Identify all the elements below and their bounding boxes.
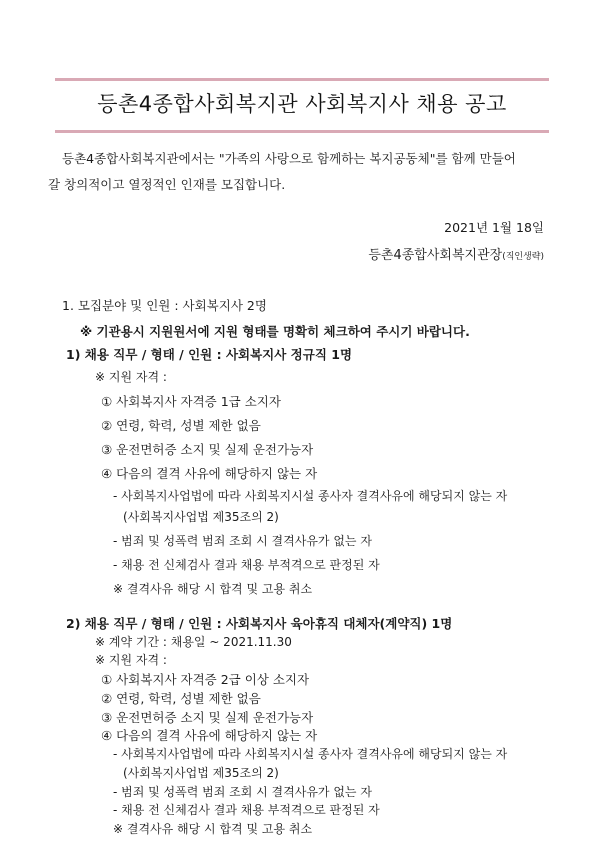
seal-omitted-note: (직인생략) (502, 252, 544, 262)
job1-qualification-item: ④ 다음의 결격 사유에 해당하지 않는 자 (101, 466, 318, 481)
job1-disqualification-item: - 범죄 및 성폭력 범죄 조회 시 결격사유가 없는 자 (113, 534, 372, 548)
job2-qualification-item: ③ 운전면허증 소지 및 실제 운전가능자 (101, 710, 314, 725)
title-rule-bottom (55, 130, 549, 133)
job1-qualification-item: ② 연령, 학력, 성별 제한 없음 (101, 418, 261, 433)
title-rule-top (55, 78, 549, 81)
job1-heading: 1) 채용 직무 / 형태 / 인원 : 사회복지사 정규직 1명 (66, 347, 353, 362)
intro-line-2: 갈 창의적이고 열정적인 인재를 모집합니다. (48, 177, 286, 192)
intro-line-1: 등촌4종합사회복지관에서는 "가족의 사랑으로 함께하는 복지공동체"를 함께 만들어 (62, 151, 516, 166)
job1-qualification-item: ③ 운전면허증 소지 및 실제 운전가능자 (101, 442, 314, 457)
job2-qualification-item: ② 연령, 학력, 성별 제한 없음 (101, 691, 261, 706)
issuer (368, 244, 544, 263)
job2-disqualification-item: (사회복지사업법 제35조의 2) (123, 766, 279, 780)
job2-qualification-label: ※ 지원 자격 : (95, 653, 167, 667)
job2-contract-period: ※ 계약 기간 : 채용일 ~ 2021.11.30 (95, 635, 292, 649)
job1-qualification-item: ① 사회복지사 자격증 1급 소지자 (101, 394, 281, 409)
job1-disqualification-item: - 채용 전 신체검사 결과 채용 부적격으로 판정된 자 (113, 558, 380, 572)
job1-disqualification-item: - 사회복지사업법에 따라 사회복지시설 종사자 결격사유에 해당되지 않는 자 (113, 489, 508, 503)
job1-cancellation-note: ※ 결격사유 해당 시 합격 및 고용 취소 (113, 582, 313, 596)
job2-cancellation-note: ※ 결격사유 해당 시 합격 및 고용 취소 (113, 822, 313, 836)
job1-qualification-label: ※ 지원 자격 : (95, 370, 167, 384)
job2-heading: 2) 채용 직무 / 형태 / 인원 : 사회복지사 육아휴직 대체자(계약직) 1명 (66, 616, 453, 631)
application-notice: ※ 기관용시 지원원서에 지원 형태를 명확히 체크하여 주시기 바랍니다. (80, 324, 470, 339)
job2-qualification-item: ④ 다음의 결격 사유에 해당하지 않는 자 (101, 728, 318, 743)
announcement-date: 2021년 1월 18일 (444, 220, 544, 235)
section-heading: 1. 모집분야 및 인원 : 사회복지사 2명 (62, 298, 267, 313)
page-title: 등촌4종합사회복지관 사회복지사 채용 공고 (97, 92, 507, 116)
job2-disqualification-item: - 사회복지사업법에 따라 사회복지시설 종사자 결격사유에 해당되지 않는 자 (113, 747, 508, 761)
issuer-name: 등촌4종합사회복지관장 (368, 248, 503, 263)
job2-disqualification-item: - 채용 전 신체검사 결과 채용 부적격으로 판정된 자 (113, 803, 380, 817)
job2-qualification-item: ① 사회복지사 자격증 2급 이상 소지자 (101, 672, 310, 687)
job1-disqualification-item: (사회복지사업법 제35조의 2) (123, 510, 279, 524)
job2-disqualification-item: - 범죄 및 성폭력 범죄 조회 시 결격사유가 없는 자 (113, 785, 372, 799)
